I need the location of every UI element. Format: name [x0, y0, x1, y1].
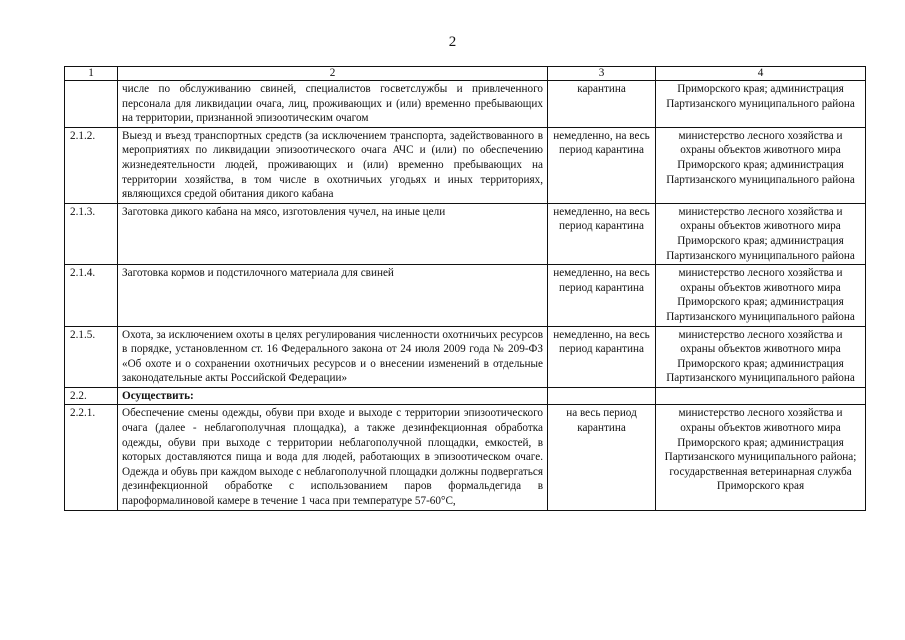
table-row [65, 265, 866, 326]
table-row [65, 405, 866, 510]
column-header: 1 [65, 67, 118, 81]
item-period: немедленно, на весь период карантина [548, 265, 656, 326]
page-number: 2 [448, 34, 457, 50]
item-number [65, 81, 118, 128]
item-text: Обеспечение смены одежды, обуви при входе и выходе с территории эпизоотического очага (далее - неблагополучная площадка), а также дезинфекционная обработка одежды, обуви при выходе с территории неблагополучной площадки, емкостей, в которых доставляются пища и вода для людей, работающих в эпизоотическом очаге. Одежда и обувь при каждом выходе с неблагополучной площадки должны подвергаться дезинфекционной обработке с использованием паров формальдегида в пароформалиновой камере в течение 1 часа при температуре 57-60°C, [118, 405, 548, 510]
column-header: 2 [118, 67, 548, 81]
section-title: Осуществить: [118, 387, 548, 405]
item-period: на весь период карантина [548, 405, 656, 510]
item-responsible: министерство лесного хозяйства и охраны объектов животного мира Приморского края; администрация Партизанского муниципального района [656, 203, 866, 264]
item-text: Охота, за исключением охоты в целях регулирования численности охотничьих ресурсов в порядке, установленном ст. 16 Федерального закона от 24 июля 2009 года № 209-ФЗ «Об охоте и о сохранении охотничьих ресурсов и о внесении изменений в отдельные законодательные акты Российской Федерации» [118, 326, 548, 387]
table-row [65, 127, 866, 203]
column-header: 4 [656, 67, 866, 81]
item-period: немедленно, на весь период карантина [548, 326, 656, 387]
measures-table [64, 66, 866, 511]
table-header-row [65, 67, 866, 81]
item-period: немедленно, на весь период карантина [548, 127, 656, 203]
item-period: карантина [548, 81, 656, 128]
column-header: 3 [548, 67, 656, 81]
item-text: числе по обслуживанию свиней, специалистов госветслужбы и привлеченного персонала для ликвидации очага, лиц, проживающих и (или) временно пребывающих на территории, признанной эпизоотическим очагом [118, 81, 548, 128]
item-number: 2.2.1. [65, 405, 118, 510]
item-number: 2.1.2. [65, 127, 118, 203]
table-row [65, 81, 866, 128]
item-responsible: министерство лесного хозяйства и охраны объектов животного мира Приморского края; администрация Партизанского муниципального района [656, 127, 866, 203]
item-responsible: министерство лесного хозяйства и охраны объектов животного мира Приморского края; администрация Партизанского муниципального района [656, 265, 866, 326]
item-number: 2.1.3. [65, 203, 118, 264]
item-text: Заготовка кормов и подстилочного материала для свиней [118, 265, 548, 326]
section-number: 2.2. [65, 387, 118, 405]
table-row-section [65, 387, 866, 405]
item-responsible: министерство лесного хозяйства и охраны объектов животного мира Приморского края; администрация Партизанского муниципального района; государственная ветеринарная служба Приморского края [656, 405, 866, 510]
table-row [65, 203, 866, 264]
item-period [548, 387, 656, 405]
item-number: 2.1.5. [65, 326, 118, 387]
item-responsible: министерство лесного хозяйства и охраны объектов животного мира Приморского края; администрация Партизанского муниципального района [656, 326, 866, 387]
item-responsible [656, 387, 866, 405]
item-text: Выезд и въезд транспортных средств (за исключением транспорта, задействованного в мероприятиях по ликвидации эпизоотического очага АЧС и (или) по обеспечению жизнедеятельности людей, проживающих и (или) временно пребывающих на территории хозяйства, в том числе в охотничьих угодьях и иных территориях, являющихся средой обитания дикого кабана [118, 127, 548, 203]
item-responsible: Приморского края; администрация Партизанского муниципального района [656, 81, 866, 128]
item-number: 2.1.4. [65, 265, 118, 326]
item-text: Заготовка дикого кабана на мясо, изготовления чучел, на иные цели [118, 203, 548, 264]
item-period: немедленно, на весь период карантина [548, 203, 656, 264]
table-row [65, 326, 866, 387]
